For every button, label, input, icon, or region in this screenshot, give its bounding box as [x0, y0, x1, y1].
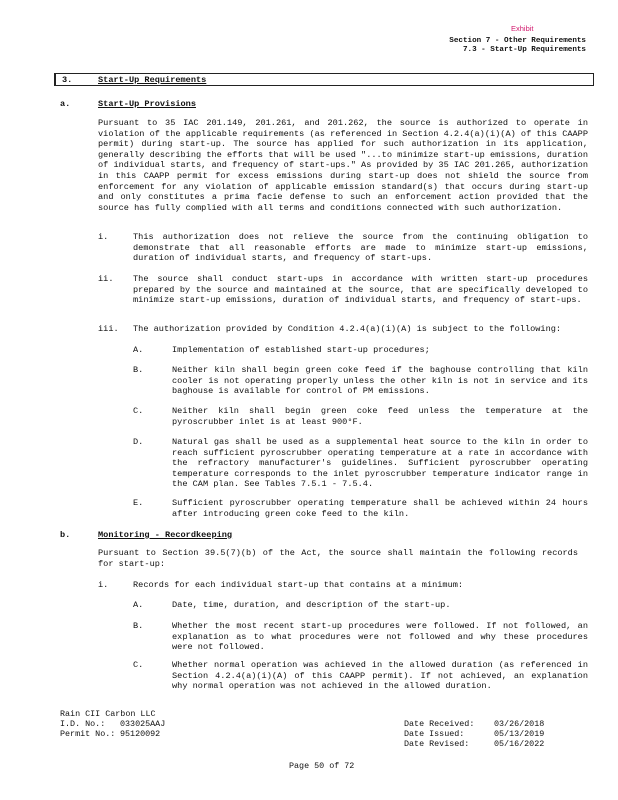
- exhibit-stamp: Exhibit: [511, 24, 534, 33]
- page-number: Page 50 of 72: [289, 761, 355, 771]
- footer-received-value: 03/26/2018: [494, 719, 545, 729]
- a-item-text: The source shall conduct start-ups in accordance with written start-up procedures prepared by the source and maintained at the source, that are specifically developed to minimize start-up emissions, duration of individual starts, and frequency of start-ups.: [133, 274, 588, 306]
- a-item-number: i.: [98, 232, 109, 242]
- footer-id-label: I.D. No.:: [60, 719, 106, 729]
- sub-text: Date, time, duration, and description of the start-up.: [172, 600, 451, 610]
- b-item-text: Records for each individual start-up that contains at a minimum:: [133, 580, 464, 590]
- part-a-intro: Pursuant to 35 IAC 201.149, 201.261, and 201.262, the source is authorized to operate in violation of the applicable requirements (as referenced in Section 4.2.4(a)(i)(A) of this CAAPP permit) during start-up. The source has applied for such authorization in its application, generally describing the efforts that will be used "...to minimize start-up emissions, duration of individual starts, and frequency of start-ups." As provided by 35 IAC 201.265, authorization in this CAAPP permit for excess emissions during start-up does not shield the source from enforcement for any violation of applicable emission standard(s) that occurs during start-up and only constitutes a prima facie defense to such an enforcement action provided that the source has fully complied with all terms and conditions connected with such authorization.: [98, 118, 588, 213]
- footer-issued-value: 05/13/2019: [494, 729, 545, 739]
- sub-letter: C.: [133, 406, 144, 416]
- section-title: Start-Up Requirements: [98, 75, 207, 85]
- footer-issued-label: Date Issued:: [404, 729, 465, 739]
- sub-letter: B.: [133, 621, 144, 631]
- part-b-title: Monitoring - Recordkeeping: [98, 530, 233, 540]
- part-b-label: b.: [60, 530, 71, 540]
- sub-letter: C.: [133, 660, 144, 670]
- footer-received-label: Date Received:: [404, 719, 475, 729]
- part-a-title: Start-Up Provisions: [98, 99, 196, 109]
- sub-text: Whether normal operation was achieved in the allowed duration (as referenced in Section 4.2.4(a)(i)(A) of this CAAPP permit). If not achieved, an explanation why normal operation was not achieved in the allowed duration.: [172, 660, 588, 692]
- sub-letter: A.: [133, 600, 144, 610]
- sub-text: Whether the most recent start-up procedures were followed. If not followed, an explanation as to what procedures were not followed and why these procedures were not followed.: [172, 621, 588, 653]
- footer-permit-label: Permit No.:: [60, 729, 116, 739]
- footer-company: Rain CII Carbon LLC: [60, 709, 156, 719]
- section-number: 3.: [62, 75, 73, 85]
- subsection-header: 7.3 - Start-Up Requirements: [462, 46, 586, 54]
- part-b-intro: Pursuant to Section 39.5(7)(b) of the Act, the source shall maintain the following records for start-up:: [98, 548, 578, 569]
- sub-text: Natural gas shall be used as a supplemental heat source to the kiln in order to reach sufficient pyroscrubber operating temperature at a rate in accordance with the refractory manufacturer's guidelines. Sufficient pyroscrubber operating temperature corresponds to the inlet pyroscrubber temperature indicator range in the CAM plan. See Tables 7.5.1 - 7.5.4.: [172, 437, 588, 490]
- part-a-label: a.: [60, 99, 71, 109]
- sub-letter: D.: [133, 437, 144, 447]
- footer-revised-value: 05/16/2022: [494, 739, 545, 749]
- a-item-number: iii.: [98, 324, 119, 334]
- sub-text: Neither kiln shall begin green coke feed unless the temperature at the pyroscrubber inlet is at least 900°F.: [172, 406, 588, 427]
- sub-text: Implementation of established start-up procedures;: [172, 345, 430, 355]
- a-item-text: The authorization provided by Condition 4.2.4(a)(i)(A) is subject to the following:: [133, 324, 562, 334]
- section-title-box: [54, 73, 594, 86]
- footer-id-value: 033025AAJ: [120, 719, 166, 729]
- footer-revised-label: Date Revised:: [404, 739, 470, 749]
- section-header: Section 7 - Other Requirements: [449, 37, 586, 45]
- a-item-number: ii.: [98, 274, 114, 284]
- sub-letter: B.: [133, 365, 144, 375]
- sub-letter: A.: [133, 345, 144, 355]
- footer-permit-value: 95120092: [120, 729, 161, 739]
- sub-text: Neither kiln shall begin green coke feed if the baghouse controlling that kiln cooler is not operating properly unless the other kiln is not in service and its baghouse is available for control of PM emissions.: [172, 365, 588, 397]
- sub-letter: E.: [133, 498, 144, 508]
- sub-text: Sufficient pyroscrubber operating temperature shall be achieved within 24 hours after introducing green coke feed to the kiln.: [172, 498, 588, 519]
- a-item-text: This authorization does not relieve the source from the continuing obligation to demonstrate that all reasonable efforts are made to minimize start-up emissions, duration of individual starts, and frequency of start-ups.: [133, 232, 588, 264]
- b-item-number: i.: [98, 580, 109, 590]
